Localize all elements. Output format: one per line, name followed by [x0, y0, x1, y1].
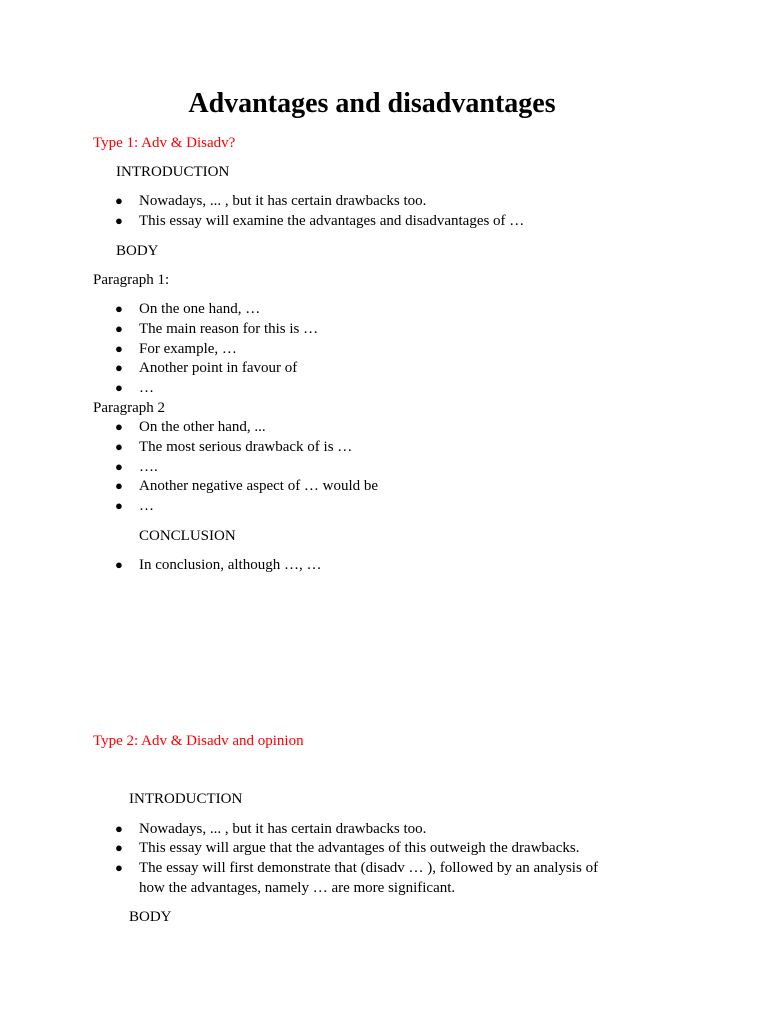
- list-item: The essay will first demonstrate that (disadv … ), followed by an analysis of: [139, 860, 599, 876]
- bullet-icon: ●: [115, 193, 123, 208]
- list-item: Nowadays, ... , but it has certain drawbacks too.: [139, 193, 427, 209]
- list-item: On the one hand, …: [139, 301, 261, 317]
- list-item: Another point in favour of: [139, 360, 298, 376]
- list-item: The main reason for this is …: [139, 321, 319, 337]
- list-item: For example, …: [139, 341, 237, 357]
- list-item-continuation: how the advantages, namely … are more significant.: [139, 880, 456, 896]
- list-item: The most serious drawback of is …: [139, 439, 353, 455]
- bullet-icon: ●: [115, 439, 123, 454]
- bullet-icon: ●: [115, 419, 123, 434]
- bullet-icon: ●: [115, 360, 123, 375]
- bullet-icon: ●: [115, 821, 123, 836]
- list-item: This essay will argue that the advantages of this outweigh the drawbacks.: [139, 840, 580, 856]
- type1-conclusion-label: CONCLUSION: [139, 528, 236, 544]
- list-item: This essay will examine the advantages and disadvantages of …: [139, 213, 525, 229]
- bullet-icon: ●: [115, 478, 123, 493]
- bullet-icon: ●: [115, 321, 123, 336]
- type1-introduction-label: INTRODUCTION: [116, 164, 230, 180]
- bullet-icon: ●: [115, 380, 123, 395]
- paragraph1-label: Paragraph 1:: [93, 272, 170, 288]
- bullet-icon: ●: [115, 341, 123, 356]
- bullet-icon: ●: [115, 213, 123, 228]
- bullet-icon: ●: [115, 860, 123, 875]
- list-item: On the other hand, ...: [139, 419, 266, 435]
- paragraph2-label: Paragraph 2: [93, 400, 166, 416]
- list-item: …: [139, 498, 154, 514]
- list-item: Another negative aspect of … would be: [139, 478, 379, 494]
- list-item: Nowadays, ... , but it has certain drawbacks too.: [139, 821, 427, 837]
- type2-introduction-label: INTRODUCTION: [129, 791, 243, 807]
- bullet-icon: ●: [115, 498, 123, 513]
- type1-heading: Type 1: Adv & Disadv?: [93, 135, 236, 151]
- type1-body-label: BODY: [116, 243, 159, 259]
- type2-body-label: BODY: [129, 909, 172, 925]
- list-item: ….: [139, 459, 158, 475]
- list-item: …: [139, 380, 154, 396]
- list-item: In conclusion, although …, …: [139, 557, 322, 573]
- type2-heading: Type 2: Adv & Disadv and opinion: [93, 733, 304, 749]
- bullet-icon: ●: [115, 840, 123, 855]
- bullet-icon: ●: [115, 557, 123, 572]
- bullet-icon: ●: [115, 301, 123, 316]
- bullet-icon: ●: [115, 459, 123, 474]
- document-title: Advantages and disadvantages: [188, 88, 556, 119]
